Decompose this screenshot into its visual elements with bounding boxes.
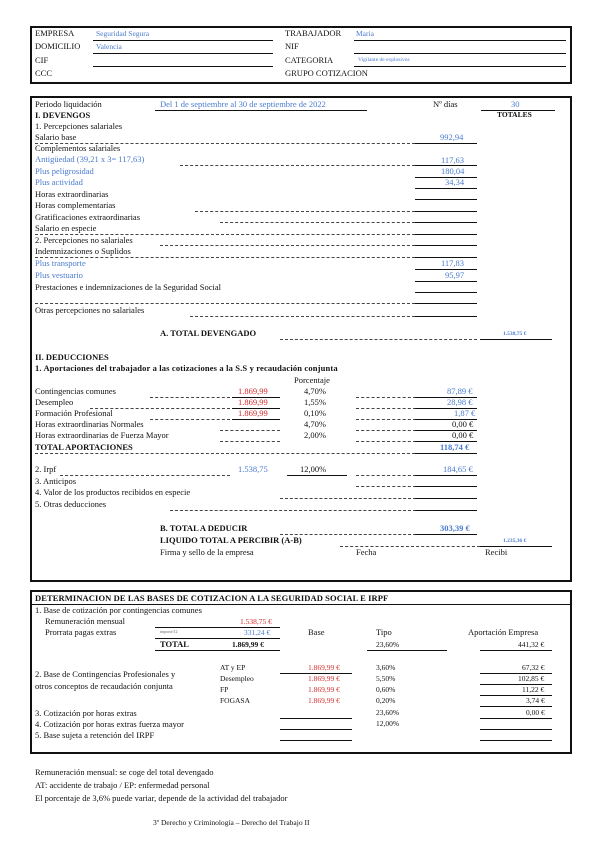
trabajador-label: TRABAJADOR [285, 28, 342, 38]
dev-row-value: 117,83 [441, 258, 465, 268]
ded-row-dash [150, 419, 230, 420]
ded-row-value: 28,98 € [447, 397, 473, 407]
period-label: Periodo liquidación [35, 99, 102, 109]
fecha-label: Fecha [356, 547, 377, 557]
ded-row-dash [150, 397, 230, 398]
dev-row-line [415, 316, 477, 317]
ded-row-base: 1.869,99 [238, 397, 268, 407]
base-col-header: Base [308, 627, 325, 637]
dev-row-line [415, 292, 477, 293]
categoria-label: CATEGORIA [285, 55, 334, 65]
dev-row-line [415, 199, 477, 200]
dev-row-dash [35, 303, 415, 304]
prorrata-label: Prorrata pagas extras [45, 627, 117, 637]
b2-row-base: 1.869,99 € [308, 696, 340, 705]
ded-row-value: 87,89 € [447, 386, 473, 396]
b2-row-label: AT y EP [220, 663, 246, 672]
dev-row-label: Otras percepciones no salariales [35, 305, 145, 315]
dev-row-label: Plus actividad [35, 177, 83, 187]
b2-row-tipo: 0,60% [376, 685, 396, 694]
period-value: Del 1 de septiembre al 30 de septiembre de 2022 [160, 99, 326, 109]
ded-row-pct: 0,10% [304, 408, 326, 418]
dev-row-line [415, 188, 477, 189]
b1-label: 1. Base de cotización por contingencias comunes [35, 605, 202, 615]
note-line: AT: accidente de trabajo / EP: enfermedad personal [35, 780, 210, 790]
dev-row-line [415, 281, 477, 282]
bases-title: DETERMINACION DE LAS BASES DE COTIZACION A LA SEGURIDAD SOCIAL E IRPF [35, 593, 389, 603]
b2-label-1: 2. Base de Contingencias Profesionales y [35, 669, 176, 679]
otras-line [415, 510, 477, 511]
trabajador-value: Maria [356, 29, 374, 38]
b3-aport: 0,00 € [526, 708, 545, 717]
total-aportaciones-line [415, 453, 477, 454]
cif-label: CIF [35, 55, 49, 65]
cc-tipo-line [367, 650, 447, 651]
irpf-line [415, 475, 477, 476]
cc-aport-line [480, 650, 552, 651]
dev-row-value: 180,04 [441, 166, 465, 176]
total-devengado-value: 1.538,75 € [503, 331, 527, 337]
b2-row-aport: 11,22 € [522, 685, 545, 694]
total-deducir-label: B. TOTAL A DEDUCIR [160, 523, 248, 533]
ded-row-value: 0,00 € [452, 419, 474, 429]
categoria-value: Vigilante de explosivos [358, 57, 410, 63]
porcentaje-label: Porcentaje [294, 375, 330, 385]
domicilio-value: Valencia [96, 42, 122, 51]
ded-row-label: Desempleo [35, 397, 74, 407]
b2-row-tipo: 0,20% [376, 696, 396, 705]
anticipos-label: 3. Anticipos [35, 476, 77, 486]
dev-row-label: Horas extraordinarias [35, 189, 109, 199]
ded-row-baseline [232, 419, 280, 420]
b2-row-aport: 3,74 € [526, 696, 545, 705]
grupo-label: GRUPO COTIZACION [285, 68, 368, 78]
prorrata-value: 331,24 € [244, 628, 271, 637]
domicilio-label: DOMICILIO [35, 41, 81, 51]
anticipos-dash [356, 486, 416, 487]
categoria-line [354, 66, 566, 67]
especie-line [415, 498, 477, 499]
b2-row-label: FP [220, 685, 229, 694]
dev-row-label: Plus transporte [35, 258, 86, 268]
b4-base-line [280, 729, 352, 730]
rem-value: 1.538,75 € [240, 617, 272, 626]
ded-row-pct: 4,70% [304, 386, 326, 396]
otras-dash [170, 510, 416, 511]
dev-row-line [415, 222, 477, 223]
dev-row-value: 117,63 [441, 155, 465, 165]
total-aportaciones-label: TOTAL APORTACIONES [35, 442, 133, 452]
b3-tipo: 23,60% [376, 708, 400, 717]
total-aportaciones-dash [35, 453, 415, 454]
ded-row-value: 0,00 € [452, 430, 474, 440]
irpf-pct-line [287, 475, 347, 476]
dev-row-value: 95,97 [445, 270, 465, 280]
dev-row-label: 2. Percepciones no salariales [35, 235, 133, 245]
b2-label-2: otros conceptos de recaudación conjunta [35, 681, 173, 691]
page-footer: 3º Derecho y Criminología – Derecho del Trabajo II [153, 818, 310, 827]
ded-row-label: Horas extraordinarias de Fuerza Mayor [35, 430, 169, 440]
dev-row-dash [190, 316, 415, 317]
dev-row-label: Complementos salariales [35, 143, 121, 153]
cc-aport: 441,32 € [518, 640, 545, 649]
firma-label: Firma y sello de la empresa [160, 547, 254, 557]
especie-dash [280, 498, 416, 499]
b2-row-base: 1.869,99 € [308, 685, 340, 694]
ded-row-dash [356, 397, 416, 398]
dias-value: 30 [511, 99, 520, 109]
irpf-label: 2. Irpf [35, 464, 57, 474]
b2-row-aport-line [480, 706, 552, 707]
dev-row-label: Indemnizaciones o Suplidos [35, 246, 131, 256]
dev-row-line [415, 245, 477, 246]
tipo-col-header: Tipo [376, 627, 392, 637]
irpf-dash [356, 475, 416, 476]
recibi-label: Recibi [485, 547, 508, 557]
trabajador-line [354, 40, 566, 41]
ded-row-label: Contingencias comunes [35, 386, 116, 396]
cif-line [93, 66, 273, 67]
total-deducir-value: 303,39 € [440, 523, 470, 533]
ded-row-dash [220, 441, 280, 442]
nif-line [354, 53, 566, 54]
b1-total-value: 1.869,99 € [232, 640, 264, 649]
b5-base-line [280, 740, 352, 741]
devengos-sub1: 1. Percepciones salariales [35, 121, 123, 131]
ded-row-pct: 4,70% [304, 419, 326, 429]
irpf-pct: 12,00% [300, 464, 327, 474]
b1-total-line [155, 650, 280, 651]
b4-tipo: 12,00% [376, 719, 400, 728]
empresa-label: EMPRESA [35, 28, 75, 38]
b2-row-aport: 67,32 € [522, 663, 545, 672]
dev-row-value: 34,34 [445, 177, 465, 187]
b4-aport-line [480, 729, 552, 730]
ded-row-dash [356, 430, 416, 431]
dev-row-line [415, 303, 477, 304]
period-line [155, 110, 367, 111]
domicilio-line [93, 53, 273, 54]
total-devengado-line [480, 339, 552, 340]
b3-label: 3. Cotización por horas extras [35, 708, 137, 718]
b2-row-tipo: 3,60% [376, 663, 396, 672]
b5-label: 5. Base sujeta a retención del IRPF [35, 730, 155, 740]
ded-row-label: Formación Profesional [35, 408, 113, 418]
b3-aport-line [480, 718, 552, 719]
dev-row-label: Prestaciones e indemnizaciones de la Seguridad Social [35, 282, 221, 292]
dev-row-dash [180, 165, 415, 166]
note-line: Remuneración mensual: se coge del total devengado [35, 767, 214, 777]
dev-row-dash [220, 222, 415, 223]
total-aportaciones-value: 118,74 € [440, 442, 470, 452]
cc-tipo: 23,60% [376, 640, 400, 649]
total-devengado-label: A. TOTAL DEVENGADO [160, 328, 257, 338]
dev-row-label: Salario base [35, 132, 77, 142]
prorrata-small: importe/12 [160, 629, 178, 634]
ded-row-base: 1.869,99 [238, 408, 268, 418]
irpf-base: 1.538,75 [238, 464, 268, 474]
aport-col-header: Aportación Empresa [468, 627, 539, 637]
totales-label: TOTALES [497, 110, 532, 119]
b4-label: 4. Cotización por horas extras fuerza mayor [35, 719, 184, 729]
b2-row-aport: 102,85 € [518, 674, 545, 683]
irpf-dash [60, 475, 230, 476]
b5-aport-line [480, 740, 552, 741]
dev-row-line [415, 143, 477, 144]
b2-row-label: FOGASA [220, 696, 251, 705]
dev-row-label: Salario en especie [35, 223, 97, 233]
especie-label: 4. Valor de los productos recibidos en especie [35, 487, 191, 497]
dev-row-line [415, 234, 477, 235]
nif-label: NIF [285, 41, 299, 51]
deducciones-sub1: 1. Aportaciones del trabajador a las cotizaciones a la S.S y recaudación conjunta [35, 363, 338, 373]
dev-row-line [415, 211, 477, 212]
ded-row-dash [220, 430, 280, 431]
otras-label: 5. Otras deducciones [35, 499, 107, 509]
total-deducir-line [415, 534, 477, 535]
deducciones-title: II. DEDUCCIONES [35, 352, 109, 362]
b2-row-tipo: 5,50% [376, 674, 396, 683]
total-devengado-dash [280, 339, 477, 340]
b1-total-label: TOTAL [160, 639, 189, 649]
liquido-label: LIQUIDO TOTAL A PERCIBIR (A-B) [160, 535, 302, 545]
empresa-value: Seguridad Segura [96, 29, 150, 38]
dev-row-label: Plus peligrosidad [35, 166, 94, 176]
ded-row-dash [356, 441, 416, 442]
devengos-title: I. DEVENGOS [35, 110, 91, 120]
dev-row-label: Gratificaciones extraordinarias [35, 212, 141, 222]
dev-row-label: Antigüedad (39,21 x 3= 117,63) [35, 154, 145, 164]
anticipos-line [415, 486, 477, 487]
dev-row-label: Horas complementarias [35, 200, 116, 210]
ded-row-dash [356, 419, 416, 420]
b2-row-base: 1.869,99 € [308, 674, 340, 683]
dev-row-value: 992,94 [440, 132, 464, 142]
ded-row-dash [356, 408, 416, 409]
b2-row-label: Desempleo [220, 674, 254, 683]
ded-row-pct: 2,00% [304, 430, 326, 440]
ded-row-value: 1,87 € [454, 408, 476, 418]
empresa-line [93, 40, 273, 41]
note-line: El porcentaje de 3,6% puede variar, depende de la actividad del trabajador [35, 793, 288, 803]
ded-row-base: 1.869,99 [238, 386, 268, 396]
dev-row-dash [195, 211, 415, 212]
b2-row-base: 1.869,99 € [308, 663, 340, 672]
b3-base-line [280, 718, 352, 719]
ded-row-label: Horas extraordinarias Normales [35, 419, 144, 429]
liquido-value: 1.235,36 € [503, 538, 527, 544]
dias-label: Nº días [433, 99, 458, 109]
irpf-value: 184,65 € [443, 464, 473, 474]
rem-label: Remuneración mensual [45, 616, 126, 626]
dev-row-dash [160, 245, 415, 246]
dev-row-dash [35, 257, 415, 258]
dev-row-label: Plus vestuario [35, 270, 83, 280]
ded-row-pct: 1,55% [304, 397, 326, 407]
ccc-label: CCC [35, 68, 53, 78]
